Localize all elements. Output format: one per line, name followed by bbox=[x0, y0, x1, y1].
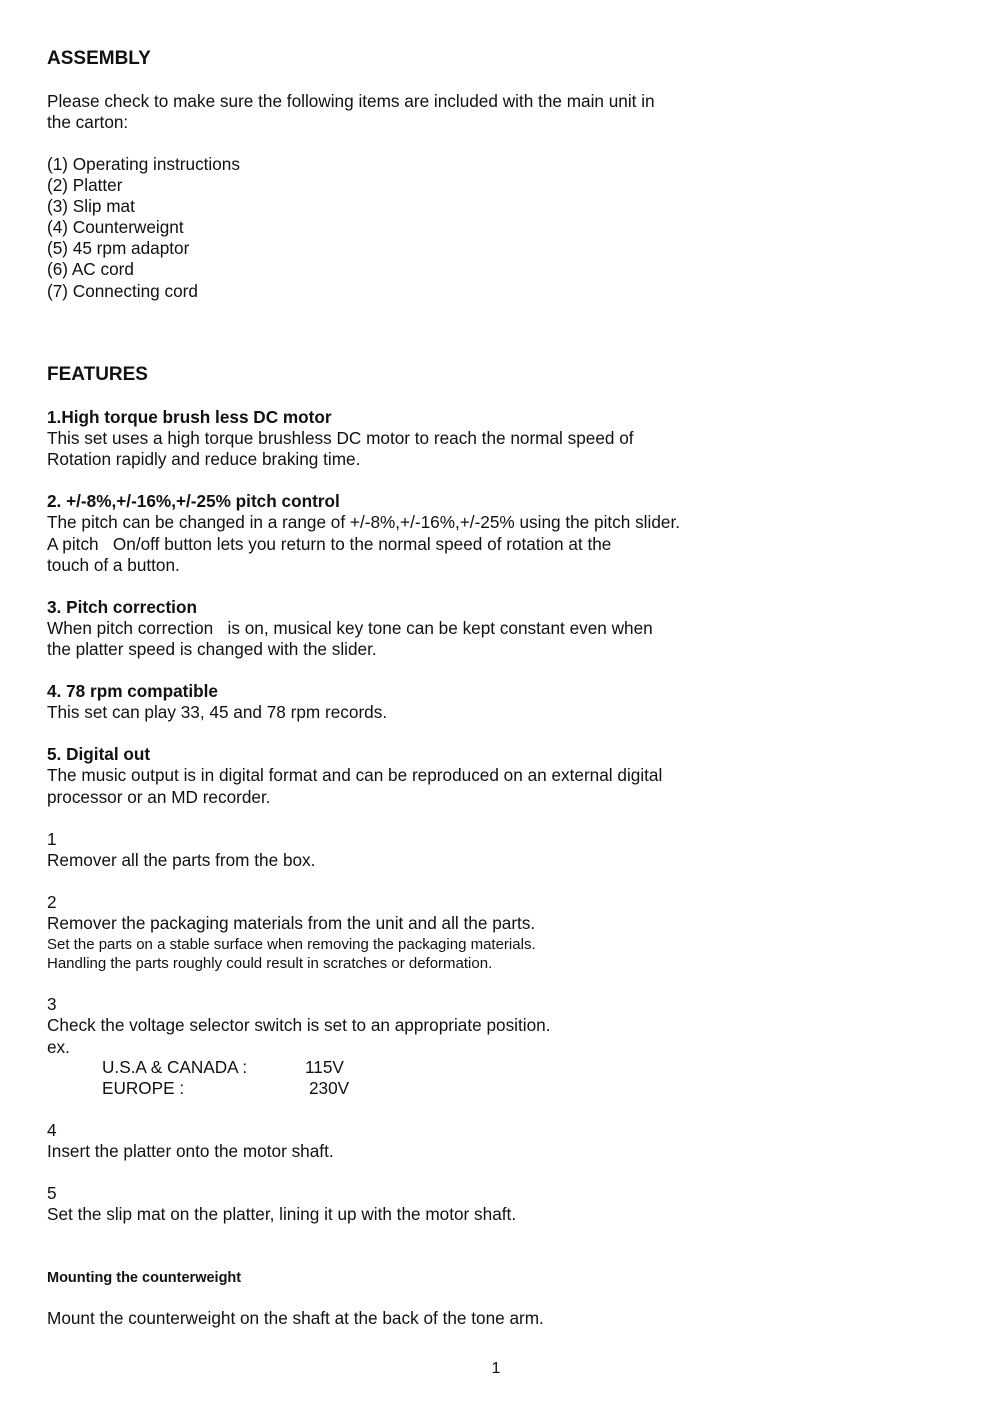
list-item: (3) Slip mat bbox=[47, 196, 135, 216]
feature-heading: 3. Pitch correction bbox=[47, 597, 197, 617]
step-number: 5 bbox=[47, 1183, 57, 1203]
step-number: 2 bbox=[47, 892, 57, 912]
list-item: (1) Operating instructions bbox=[47, 154, 240, 174]
example-label: ex. bbox=[47, 1037, 70, 1057]
voltage-value-usa: 115V bbox=[305, 1057, 344, 1077]
voltage-value-europe: 230V bbox=[309, 1078, 350, 1098]
assembly-intro-line2: the carton: bbox=[47, 112, 129, 132]
list-item: (7) Connecting cord bbox=[47, 281, 198, 301]
feature-heading: 4. 78 rpm compatible bbox=[47, 681, 218, 701]
feature-text: The music output is in digital format and can be reproduced on an external digital bbox=[47, 765, 663, 785]
step-note: Handling the parts roughly could result in scratches or deformation. bbox=[47, 955, 493, 972]
assembly-intro-line1: Please check to make sure the following items are included with the main unit in bbox=[47, 91, 655, 111]
step-text: Insert the platter onto the motor shaft. bbox=[47, 1141, 334, 1161]
list-item: (6) AC cord bbox=[47, 259, 134, 279]
feature-text: processor or an MD recorder. bbox=[47, 787, 271, 807]
features-title: FEATURES bbox=[47, 364, 148, 385]
voltage-label-europe: EUROPE : bbox=[102, 1078, 185, 1098]
feature-heading: 1.High torque brush less DC motor bbox=[47, 407, 332, 427]
mounting-heading: Mounting the counterweight bbox=[47, 1270, 242, 1286]
feature-text: A pitch On/off button lets you return to the normal speed of rotation at the bbox=[47, 534, 612, 554]
feature-text: When pitch correction is on, musical key tone can be kept constant even when bbox=[47, 618, 653, 638]
voltage-label-usa: U.S.A & CANADA : bbox=[102, 1057, 248, 1077]
page-number: 1 bbox=[491, 1360, 501, 1377]
step-text: Remover the packaging materials from the unit and all the parts. bbox=[47, 913, 536, 933]
feature-text: The pitch can be changed in a range of +/-8%,+/-16%,+/-25% using the pitch slider. bbox=[47, 512, 680, 532]
assembly-title: ASSEMBLY bbox=[47, 48, 151, 69]
feature-text: This set uses a high torque brushless DC motor to reach the normal speed of bbox=[47, 428, 634, 448]
feature-heading: 5. Digital out bbox=[47, 744, 151, 764]
feature-heading: 2. +/-8%,+/-16%,+/-25% pitch control bbox=[47, 491, 340, 511]
step-number: 3 bbox=[47, 994, 57, 1014]
feature-text: the platter speed is changed with the slider. bbox=[47, 639, 377, 659]
list-item: (5) 45 rpm adaptor bbox=[47, 238, 190, 258]
feature-text: touch of a button. bbox=[47, 555, 180, 575]
list-item: (2) Platter bbox=[47, 175, 123, 195]
step-text: Check the voltage selector switch is set to an appropriate position. bbox=[47, 1015, 551, 1035]
feature-text: Rotation rapidly and reduce braking time. bbox=[47, 449, 361, 469]
list-item: (4) Counterweignt bbox=[47, 217, 184, 237]
step-text: Set the slip mat on the platter, lining it up with the motor shaft. bbox=[47, 1204, 517, 1224]
step-note: Set the parts on a stable surface when removing the packaging materials. bbox=[47, 936, 536, 953]
step-text: Remover all the parts from the box. bbox=[47, 850, 316, 870]
step-number: 1 bbox=[47, 829, 57, 849]
step-number: 4 bbox=[47, 1120, 57, 1140]
feature-text: This set can play 33, 45 and 78 rpm records. bbox=[47, 702, 388, 722]
mounting-text: Mount the counterweight on the shaft at the back of the tone arm. bbox=[47, 1308, 544, 1328]
